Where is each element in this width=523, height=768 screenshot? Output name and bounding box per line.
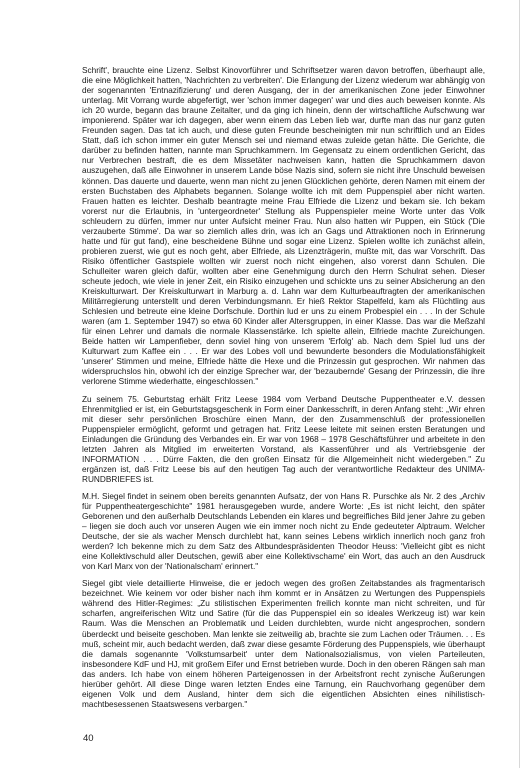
paragraph-4: Siegel gibt viele detaillierte Hinweise, die er jedoch wegen des großen Zeitabstandes als fragmentarisch bezeichnet. Wie keinem vor oder bisher nach ihm kommt er in Ansätzen zu Wertungen des Puppenspiels während des Hitler-Regimes: „Zu stilistischen Experimenten freilich konnte man nicht schreiten, und für scharfen, angreiferischen Witz und Satire (für die das Puppenspiel ein so ideales Werkzeug ist) war kein Raum. Was die Menschen an Problematik und Leiden durchlebten, wurde nicht angesprochen, sondern überdeckt und beiseite geschoben. Man lenkte sie zeitweilig ab, brachte sie zum Lachen oder Träumen. . . Es muß, scheint mir, auch bedacht werden, daß zwar diese gesamte Förderung des Puppenspiels, wie überhaupt die damals sogenannte 'Volkstumsarbeit' unter dem Nationalsozialismus, von vielen Parteileuten, insbesondere KdF und HJ, mit großem Eifer und Ernst betrieben wurde. Doch in den oberen Rängen sah man das anders. Ich habe von einem höheren Parteigenossen in der Arbeitsfront recht zynische Äußerungen hierüber gehört. All diese Dinge waren letzten Endes eine Tarnung, ein Rauchvorhang gegenüber dem eigenen Volk und dem Ausland, hinter dem sich die eigentlichen Absichten eines nihilistisch-machtbesessenen Staatswesens verbargen." [82,579,485,709]
page-number: 40 [83,733,94,744]
scan-edge-divider [519,0,520,768]
paragraph-2: Zu seinem 75. Geburtstag erhält Fritz Leese 1984 vom Verband Deutsche Puppentheater e.V. dessen Ehrenmitglied er ist, ein Geburtstagsgeschenk in Form einer Dankesschrift, in deren Anfang steht: „Wir ehren mit dieser sehr persönlichen Broschüre einen Mann, der den Zusammenschluß der professionellen Puppenspieler ermöglicht, geformt und getragen hat. Fritz Leese leitete mit seinen ersten Beratungen und Einladungen die Gründung des Verbandes ein. Er war von 1968 – 1978 Geschäftsführer und arbeitete in den letzten Jahren als Mitglied im erweiterten Vorstand, als Kassenführer und als Vertriebsgenie der INFORMATION . . . Dürre Fakten, die den großen Einsatz für die Allgemeinheit nicht wiedergeben." Zu ergänzen ist, daß Fritz Leese bis auf den heutigen Tag auch der verantwortliche Redakteur des UNIMA-RUNDBRIEFES ist. [82,394,485,484]
paragraph-3: M.H. Siegel findet in seinem oben bereits genannten Aufsatz, der von Hans R. Purschke als Nr. 2 des „Archiv für Puppentheatergeschichte" 1981 herausgegeben wurde, andere Worte: „Es ist nicht leicht, den später Geborenen und den außerhalb Deutschlands Lebenden ein klares und begreifliches Bild jener Jahre zu geben – liegen sie doch auch vor unseren Augen wie ein immer noch nicht zu Ende gedeuteter Alptraum. Welcher Deutsche, der sie als wacher Mensch durchlebt hat, kann seines Lebens wirklich innerlich noch ganz froh werden? Ich bekenne mich zu dem Satz des Altbundespräsidenten Theodor Heuss: 'Vielleicht gibt es nicht eine Kollektivschuld aller Deutschen, gewiß aber eine Kollektivschame' ein Wort, das auch an den Ausdruck von Karl Marx von der 'Nationalscham' erinnert." [82,491,485,572]
body-text [82,66,485,717]
paragraph-1: Schrift', brauchte eine Lizenz. Selbst Kinovorführer und Schriftsetzer waren davon betroffen, überhaupt alle, die eine Möglichkeit hatten, 'Nachrichten zu verbreiten'. Die Erlangung der Lizenz wiederum war abhängig von der sogenannten 'Entnazifizierung' und deren Ausgang, der in der amerikanischen Zone jeder Einwohner unterlag. Mit Vorrang wurde abgefertigt, wer 'schon immer dagegen' war und dies auch beweisen konnte. Als ich 20 wurde, begann das braune Zeitalter, und da ging ich hinein, denn der wirtschaftliche Aufschwung war imponierend. Später war ich dagegen, aber wenn einem das Leben lieb war, durfte man das nur ganz guten Freunden sagen. Das tat ich auch, und diese guten Freunde bescheinigten mir nun schriftlich und an Eides Statt, daß ich schon immer ein guter Mensch sei und niemand etwas zuleide getan hätte. Die Gerichte, die darüber zu befinden hatten, nannte man Spruchkammern. Im Gegensatz zu einem ordentlichen Gericht, das nur Verbrechen bestraft, die es dem Missetäter nachweisen kann, hatten die Spruchkammern davon auszugehen, daß alle Einwohner in unserem Lande böse Nazis sind, sofern sie nicht ihre Unschuld beweisen können. Das dauerte und dauerte, wenn man nicht zu jenen Glücklichen gehörte, deren Namen mit einem der ersten Buchstaben des Alphabets begannen. Solange wollte ich mit dem Puppenspiel aber nicht warten. Frauen hatten es leichter. Deshalb beantragte meine Frau Elfriede die Lizenz und bekam sie. Ich bekam vorerst nur die Erlaubnis, in 'untergeordneter' Stellung als Puppenspieler meine Worte unter das Volk schleudern zu dürfen, immer nur unter Aufsicht meiner Frau. Nun also hatten wir Puppen, ein Stück ('Die verzauberte Stimme'. Da war so ziemlich alles drin, was ich an Gags und Attraktionen noch in Erinnerung hatte und für gut fand), eine bescheidene Bühne und sogar eine Lizenz. Spielen wollte ich zunächst allein, probieren zuerst, wie gut es noch geht, aber Elfriede, als Lizenzträgerin, mußte mit, das war Vorschrift. Das Risiko öffentlicher Gastspiele wollten wir zuerst noch nicht eingehen, also vorerst dann Schulen. Die Schulleiter waren gleich dafür, wollten aber eine Genehmigung durch den Herrn Schulrat sehen. Dieser scheute jedoch, wie viele in jener Zeit, ein Risiko einzugehen und schickte uns zu seiner Absicherung an den Kreiskulturwart. Der Kreiskulturwart in Marburg a. d. Lahn war dem Kulturbeauftragten der amerikanischen Militärregierung unterstellt und deren Verbindungsmann. Er hieß Rektor Stapelfeld, kam als Flüchtling aus Schlesien und betreute eine kleine Dorfschule. Dorthin lud er uns zu einem Probespiel ein . . . In der Schule waren (am 1. September 1947) so etwa 60 Kinder aller Altersgruppen, in einer Klasse. Das war die Meßzahl für einen Lehrer und damals die normale Klassenstärke. Ich spielte allein, Elfriede machte Zureichungen. Beide hatten wir Lampenfieber, denn soviel hing von unserem 'Erfolg' ab. Nach dem Spiel lud uns der Kulturwart zum Kaffee ein . . . Er war des Lobes voll und bewunderte besonders die Modulationsfähigkeit 'unserer' Stimmen und meine, Elfriede hätte die Hexe und die Prinzessin gut gesprochen. Wir nahmen das widerspruchslos hin, obwohl ich der einzige Sprecher war, der 'bezaubernde' Gesang der Prinzessin, die ihre verlorene Stimme wiederhatte, eingeschlossen." [82,66,485,387]
